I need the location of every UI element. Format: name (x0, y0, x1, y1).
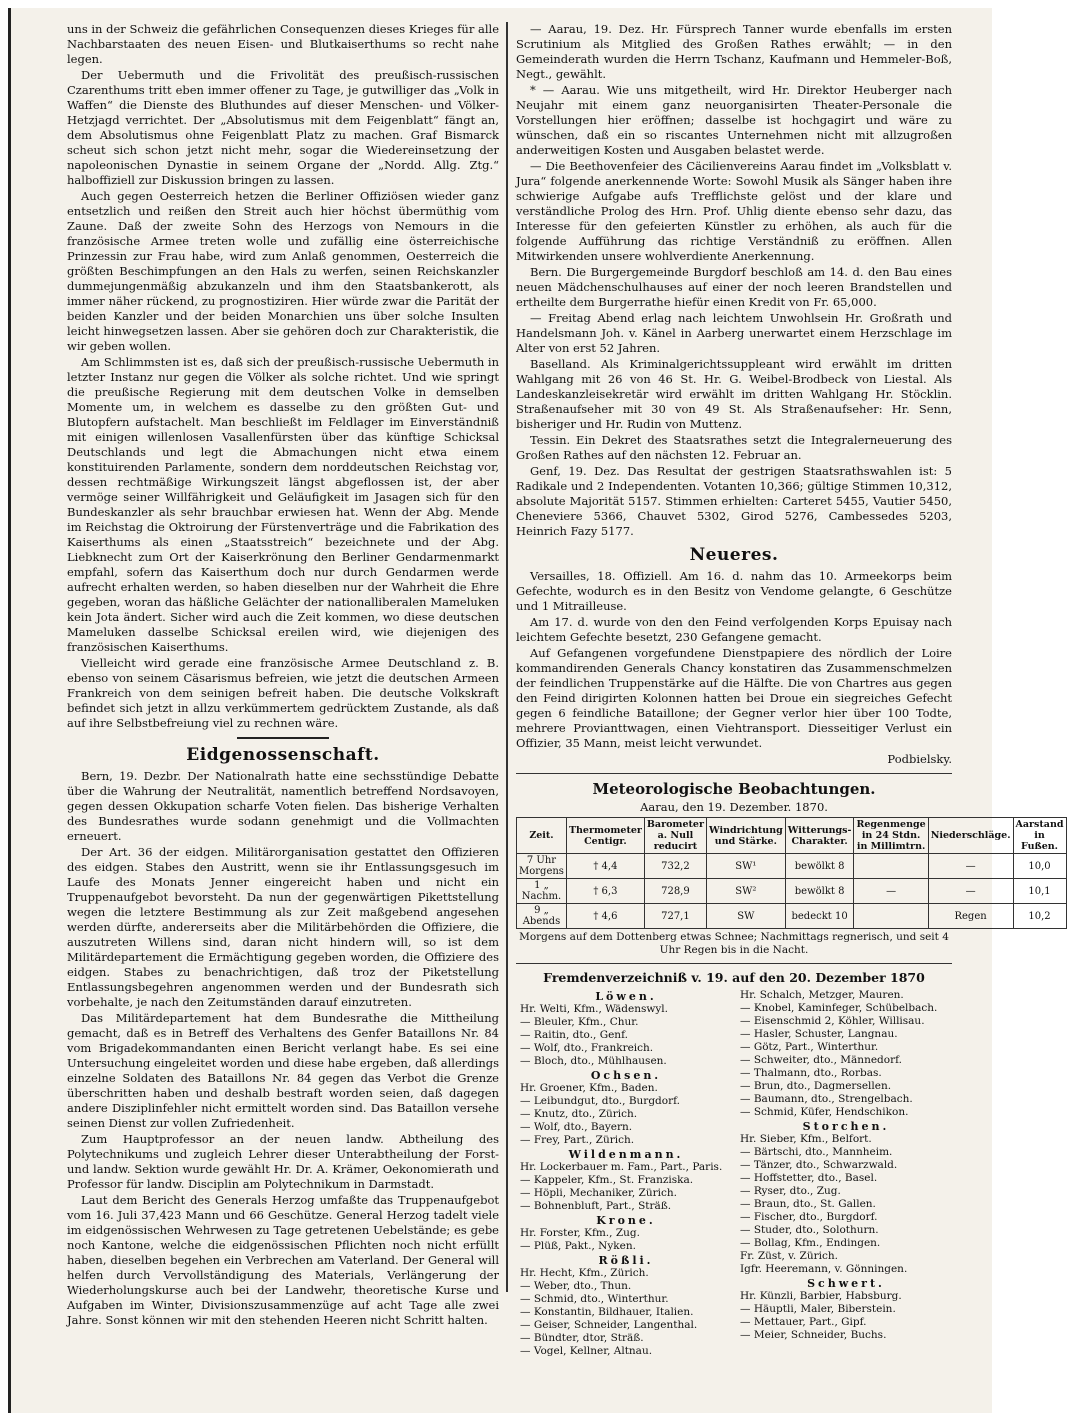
guest-entry: — Höpli, Mechaniker, Zürich. (520, 1187, 677, 1199)
article-paragraph: Tessin. Ein Dekret des Staatsrathes setzt die Integralerneuerung des Großen Rathes auf den nächsten 12. Februar an. (516, 433, 952, 462)
article-paragraph: Am Schlimmsten ist es, daß sich der preußisch-russische Uebermuth in letzter Instanz nur gegen die Völker als solche richtet. Und wie springt die preußische Regierung mit dem deutschen Volke in demselben Momente um, in welchem es dasselbe zu den größten Gut- und Blutopfern aufstachelt. Man beschließt im Feldlager im Einverständniß mit einigen willenlosen Vasallenfürsten über das künftige Schicksal Deutschlands und legt die Abmachungen nicht etwa einem konstituirenden Parlamente, sondern dem norddeutschen Reichstag vor, dessen rechtmäßige Wirkungszeit längst abgeflossen ist, der aber vermöge seiner Willfährigkeit und Geläufigkeit im Jasagen sich für den Bundeskanzler als sehr brauchbar erwiesen hat. Wenn der Abg. Mende im Reichstag die Oktroirung der Fürstenverträge und die Fabrikation des Kaiserthums als einen „Staatsstreich“ bezeichnete und der Abg. Liebknecht zum Ort der Kaiserkrönung den Berliner Gendarmenmarkt empfahl, sofern das Kaiserthum doch nur durch Gendarmen werde aufrecht erhalten werden, so haben dieselben nur der Wahrheit die Ehre gegeben, woran das häßliche Gelächter der nationalliberalen Mameluken kein Jota ändert. Sicher wird auch die Zeit kommen, wo diese deutschen Mameluken dasselbe Schicksal ereilen wird, wie diejenigen des französischen Kaiserthums. (67, 355, 499, 654)
fremden-column-right (740, 989, 952, 1342)
guest-entry: — Thalmann, dto., Rorbas. (740, 1067, 882, 1079)
table-cell: SW (706, 904, 785, 929)
divider-line (516, 963, 952, 964)
guest-entry: — Braun, dto., St. Gallen. (740, 1198, 876, 1210)
table-cell (854, 904, 928, 929)
guest-entry: Hr. Lockerbauer m. Fam., Part., Paris. (520, 1161, 723, 1173)
article-paragraph: Das Militärdepartement hat dem Bundesrathe die Mittheilung gemacht, daß es in Betreff des Verhaltens des Genfer Bataillons Nr. 84 vom Brigadekommandanten einen Bericht verlangt habe. Es sei eine Untersuchung eingeleitet worden und diese habe ergeben, daß allerdings einzelne Soldaten des Bataillons Nr. 84 gegen das Verbot die Grenze überschritten haben und deshalb bestraft worden seien, daß dagegen andere Disziplinfehler nicht ermittelt worden sind. Das Bataillon versehe seinen Dienst zur vollen Zufriedenheit. (67, 1011, 499, 1130)
guest-entry: Hr. Künzli, Barbier, Habsburg. (740, 1290, 902, 1302)
guest-entry: — Fischer, dto., Burgdorf. (740, 1211, 878, 1223)
table-cell: bewölkt 8 (785, 879, 854, 904)
table-cell: — (854, 879, 928, 904)
guest-entry: — Schweiter, dto., Männedorf. (740, 1054, 902, 1066)
table-cell: 1 „ Nachm. (517, 879, 567, 904)
article-paragraph: Baselland. Als Kriminalgerichtssuppleant wird erwählt im dritten Wahlgang mit 26 von 46 St. Hr. G. Weibel-Brodbeck von Liestal. Als Landeskanzleisekretär wird erwählt im dritten Wahlgang Hr. Stöcklin. Straßenaufseher mit 30 von 49 St. Als Straßenaufseher: Hr. Senn, bisheriger und Hr. Rudin von Muttenz. (516, 357, 952, 431)
guest-entry: — Hoffstetter, dto., Basel. (740, 1172, 878, 1184)
fremden-title: Fremdenverzeichniß v. 19. auf den 20. Dezember 1870 (543, 970, 925, 985)
article-paragraph: * — Aarau. Wie uns mitgetheilt, wird Hr. Direktor Heuberger nach Neujahr mit einem ganz neuorganisirten Theater-Personale die Vorstellungen hier eröffnen; dasselbe ist hochgagirt und wäre zu wünschen, daß ein so riscantes Unternehmen nicht mit allzugroßen anderweitigen Kosten und Ausgaben belastet werde. (516, 83, 952, 157)
column-header: Windrichtung und Stärke. (706, 818, 785, 854)
article-paragraph: Versailles, 18. Offiziell. Am 16. d. nahm das 10. Armeekorps beim Gefechte, wodurch es in den Besitz von Vendome gelangte, 6 Geschütze und 1 Mitrailleuse. (516, 569, 952, 613)
section-heading-neueres: Neueres. (689, 545, 779, 565)
article-paragraph: Auf Gefangenen vorgefundene Dienstpapiere des nördlich der Loire kommandirenden Generals Chancy konstatiren das Zusammenschmelzen der feindlichen Truppenstärke auf die Hälfte. Die von Chartres aus gegen den Feind dirigirten Kolonnen hatten bei Droue ein siegreiches Gefecht gegen 6 feindliche Bataillone; der Gegner verlor hier über 100 Todte, mehrere Provianttwagen, einen Viehtransport. Diesseitiger Verlust ein Offizier, 35 Mann, meist leicht verwundet. (516, 646, 952, 750)
guest-entry: — Geiser, Schneider, Langenthal. (520, 1319, 698, 1331)
guest-entry: — Bleuler, Kfm., Chur. (520, 1016, 639, 1028)
guest-entry: Hr. Groener, Kfm., Baden. (520, 1082, 658, 1094)
column-header: Thermometer Centigr. (566, 818, 644, 854)
table-cell: SW² (706, 879, 785, 904)
newspaper-page (8, 8, 1064, 1413)
hotel-name: Storchen. (802, 1120, 890, 1133)
section-divider (237, 737, 329, 739)
column-header: Barometer a. Null reducirt (644, 818, 706, 854)
table-cell: 10,1 (1013, 879, 1066, 904)
meteo-subtitle: Aarau, den 19. Dezember. 1870. (640, 800, 828, 814)
guest-entry: — Brun, dto., Dagmersellen. (740, 1080, 892, 1092)
guest-entry: — Meier, Schneider, Buchs. (740, 1329, 887, 1341)
guest-entry: — Schmid, Küfer, Hendschikon. (740, 1106, 909, 1118)
guest-entry: — Mettauer, Part., Gipf. (740, 1316, 867, 1328)
fremden-column-left (520, 989, 732, 1358)
table-cell: Regen (928, 904, 1013, 929)
table-cell: bedeckt 10 (785, 904, 854, 929)
guest-entry: Hr. Sieber, Kfm., Belfort. (740, 1133, 872, 1145)
column-header: Witterungs-Charakter. (785, 818, 854, 854)
article-paragraph: Laut dem Bericht des Generals Herzog umfaßte das Truppenaufgebot vom 16. Juli 37,423 Mann und 66 Geschütze. General Herzog tadelt viele im eidgenössischen Wehrwesen zu Tage getretenen Uebelstände; es gebe noch Kantone, welche die eidgenössischen Pflichten noch nicht erfüllt haben, dieselben begehen ein Verbrechen am Vaterland. Der General will helfen durch Vervollständigung des Materials, Verlängerung der Wiederholungskurse auch bei der Landwehr, theoretische Kurse und Aufgaben im Winter, Divisionszusammenzüge auf acht Tage alle zwei Jahre. Sonst können wir mit den stehenden Heeren nicht Schritt halten. (67, 1193, 499, 1327)
article-paragraph: Der Uebermuth und die Frivolität des preußisch-russischen Czarenthums tritt eben immer offener zu Tage, je gutwilliger das „Volk in Waffen“ die Dienste des Bluthundes auf dieser Menschen- und Völker-Hetzjagd verrichtet. Der „Absolutismus mit dem Feigenblatt“ fängt an, dem Absolutismus ohne Feigenblatt Platz zu machen. Graf Bismarck scheut sich schon jetzt nicht mehr, sogar die Wiedereinsetzung der napoleonischen Dynastie in seinem Organe der „Nordd. Allg. Ztg.“ halboffiziell zur Diskussion bringen zu lassen. (67, 68, 499, 187)
guest-entry: — Vogel, Kellner, Altnau. (520, 1345, 653, 1357)
guest-entry: — Bohnenbluft, Part., Sträß. (520, 1200, 672, 1212)
article-paragraph: Der Art. 36 der eidgen. Militärorganisation gestattet den Offizieren des eidgen. Stabes den Austritt, wenn sie ihr Entlassungsgesuch im Laufe des Monats Jenner eingereicht haben und nicht ein Truppenaufgebot bevorsteht. Da nun der gegenwärtigen Pikettstellung wegen die letztere Bestimmung als zur Zeit maßgebend angesehen werden dürfte, andererseits aber die Militärbehörden die Offiziere, die auszutreten Willens sind, daran nicht hindern will, so ist dem Militärdepartement die Ermächtigung gegeben worden, die Offiziere des eidgen. Stabes zu benachrichtigen, daß troz der Piketstellung Entlassungsbegehren angenommen werden und der Bundesrath sich vorbehalte, je nach den Zeitumständen darauf einzutreten. (67, 845, 499, 1009)
guest-entry: — Raitin, dto., Genf. (520, 1029, 628, 1041)
guest-entry: — Bärtschi, dto., Mannheim. (740, 1146, 893, 1158)
column-header: Regenmenge in 24 Stdn. in Millimtrn. (854, 818, 928, 854)
table-cell: 7 Uhr Morgens (517, 854, 567, 879)
guest-entry: — Schmid, dto., Winterthur. (520, 1293, 669, 1305)
table-cell: † 4,6 (566, 904, 644, 929)
meteo-note: Morgens auf dem Dottenberg etwas Schnee; Nachmittags regnerisch, und seit 4 Uhr Regen bis in die Nacht. (519, 931, 949, 956)
guest-entry: — Frey, Part., Zürich. (520, 1134, 635, 1146)
guest-entry: — Häuptli, Maler, Biberstein. (740, 1303, 896, 1315)
table-cell: bewölkt 8 (785, 854, 854, 879)
guest-entry: — Konstantin, Bildhauer, Italien. (520, 1306, 694, 1318)
hotel-name: Wildenmann. (568, 1148, 684, 1161)
table-row (517, 904, 1067, 929)
table-cell: 10,2 (1013, 904, 1066, 929)
guest-entry: — Leibundgut, dto., Burgdorf. (520, 1095, 680, 1107)
guest-entry: — Bündter, dtor, Sträß. (520, 1332, 644, 1344)
article-paragraph: Auch gegen Oesterreich hetzen die Berliner Offiziösen wieder ganz entsetzlich und reißen den Streit auch hier höchst übermüthig vom Zaune. Daß der zweite Sohn des Herzogs von Nemours in die französische Armee treten wolle und zufällig eine österreichische Prinzessin zur Frau habe, wird zum Anlaß genommen, Oesterreich die größten Beschimpfungen an den Hals zu werfen, seinen Reichskanzler dummejungenmäßig abzukanzeln und ihm den Staatsbankerott, als immer näher rückend, zu prognostiziren. Hier würde zwar die Parität der beiden Kanzler und der beiden Monarchien uns über solche Insulten leicht hinwegsetzen lassen. Aber sie gehören doch zur Charakteristik, die wir geben wollen. (67, 189, 499, 353)
signature: Podbielsky. (887, 752, 952, 766)
guest-entry: Hr. Welti, Kfm., Wädenswyl. (520, 1003, 668, 1015)
article-paragraph: Bern. Die Burgergemeinde Burgdorf beschloß am 14. d. den Bau eines neuen Mädchenschulhauses auf einer der noch leeren Brandstellen und ertheilte dem Burgerrathe hiefür einen Kredit von Fr. 65,000. (516, 265, 952, 309)
guest-entry: — Weber, dto., Thun. (520, 1280, 632, 1292)
article-paragraph: — Freitag Abend erlag nach leichtem Unwohlsein Hr. Großrath und Handelsmann Joh. v. Känel in Aarberg unerwartet einem Herzschlage im Alter von erst 52 Jahren. (516, 311, 952, 355)
guest-entry: — Knobel, Kaminfeger, Schübelbach. (740, 1002, 938, 1014)
hotel-name: Schwert. (807, 1277, 885, 1290)
article-paragraph: — Die Beethovenfeier des Cäcilienvereins Aarau findet im „Volksblatt v. Jura“ folgende anerkennende Worte: Sowohl Musik als Sänger haben ihre schwierige Aufgabe aufs Trefflichste gelöst und der klare und verständliche Prolog des Hrn. Prof. Uhlig diente ebenso sehr dazu, das Interesse für den gefeierten Künstler zu erhöhen, als auch für die folgende Aufführung das richtige Verständniß zu eröffnen. Allen Mitwirkenden unsere wohlverdiente Anerkennung. (516, 159, 952, 263)
article-paragraph: Vielleicht wird gerade eine französische Armee Deutschland z. B. ebenso von seinem Cäsarismus befreien, wie jetzt die deutschen Armeen Frankreich von dem seinigen befreit haben. Die deutsche Volkskraft befindet sich jetzt in allzu verkümmertem gedrücktem Zustande, als daß auf ihre Selbstbefreiung viel zu rechnen wäre. (67, 656, 499, 730)
hotel-name: Ochsen. (590, 1069, 662, 1082)
column-divider (506, 22, 508, 1292)
guest-entry: — Plüß, Pakt., Nyken. (520, 1240, 636, 1252)
guest-entry: — Hasler, Schuster, Langnau. (740, 1028, 898, 1040)
table-cell: 10,0 (1013, 854, 1066, 879)
left-column (67, 22, 499, 1329)
right-column (516, 22, 1064, 1357)
article-paragraph: Bern, 19. Dezbr. Der Nationalrath hatte eine sechsstündige Debatte über die Wahrung der Neutralität, namentlich betreffend Nordsavoyen, gegen dessen Okkupation scharfe Voten fielen. Das bisherige Verhalten des Bundesrathes wurde sodann genehmigt und die Vollmachten erneuert. (67, 769, 499, 843)
guest-entry: — Götz, Part., Winterthur. (740, 1041, 879, 1053)
table-cell: 727,1 (644, 904, 706, 929)
table-cell: † 6,3 (566, 879, 644, 904)
table-cell: 732,2 (644, 854, 706, 879)
guest-entry: — Baumann, dto., Strengelbach. (740, 1093, 913, 1105)
article-paragraph: — Aarau, 19. Dez. Hr. Fürsprech Tanner wurde ebenfalls im ersten Scrutinium als Mitglied des Großen Rathes erwählt; — in den Gemeinderath wurden die Herrn Tschanz, Kaufmann und Hemmeler-Boß, Negt., gewählt. (516, 22, 952, 81)
guest-entry: — Studer, dto., Solothurn. (740, 1224, 879, 1236)
article-paragraph: uns in der Schweiz die gefährlichen Consequenzen dieses Krieges für alle Nachbarstaaten des neuen Eisen- und Blutkaiserthums so recht nahe legen. (67, 22, 499, 66)
hotel-name: Krone. (596, 1214, 656, 1227)
article-paragraph: Zum Hauptprofessor an der neuen landw. Abtheilung des Polytechnikums und zugleich Lehrer dieser Unterabtheilung der Forst- und landw. Sektion wurde gewählt Hr. Dr. A. Krämer, Oekonomierath und Professor für landw. Disciplin am Polytechnikum in Darmstadt. (67, 1132, 499, 1191)
guest-entry: — Bloch, dto., Mühlhausen. (520, 1055, 667, 1067)
table-header-row (517, 818, 1067, 854)
guest-entry: Hr. Schalch, Metzger, Mauren. (740, 989, 904, 1001)
article-paragraph: Genf, 19. Dez. Das Resultat der gestrigen Staatsrathswahlen ist: 5 Radikale und 2 Independenten. Votanten 10,366; gültige Stimmen 10,312, absolute Majorität 5157. Stimmen erhielten: Carteret 5455, Vautier 5450, Cheneviere 5366, Chauvet 5302, Girod 5276, Cambessedes 5203, Heinrich Fazy 5177. (516, 464, 952, 538)
table-row (517, 879, 1067, 904)
guest-entry: Hr. Forster, Kfm., Zug. (520, 1227, 640, 1239)
table-cell: — (928, 854, 1013, 879)
table-cell: — (928, 879, 1013, 904)
hotel-name: Löwen. (595, 990, 657, 1003)
guest-entry: — Ryser, dto., Zug. (740, 1185, 841, 1197)
guest-entry: — Tänzer, dto., Schwarzwald. (740, 1159, 898, 1171)
guest-entry: — Kappeler, Kfm., St. Franziska. (520, 1174, 694, 1186)
table-cell: 9 „ Abends (517, 904, 567, 929)
guest-entry: Fr. Züst, v. Zürich. (740, 1250, 838, 1262)
meteo-table (516, 817, 1067, 929)
column-header: Aarstand in Fußen. (1013, 818, 1066, 854)
table-cell (854, 854, 928, 879)
hotel-name: Rößli. (598, 1254, 654, 1267)
divider-line (516, 773, 952, 774)
guest-entry: — Eisenschmid 2, Köhler, Willisau. (740, 1015, 925, 1027)
article-paragraph: Am 17. d. wurde von den den Feind verfolgenden Korps Epuisay nach leichtem Gefechte besetzt, 230 Gefangene gemacht. (516, 615, 952, 644)
column-header: Niederschläge. (928, 818, 1013, 854)
meteo-title: Meteorologische Beobachtungen. (592, 780, 876, 798)
guest-entry: Hr. Hecht, Kfm., Zürich. (520, 1267, 649, 1279)
guest-entry: — Wolf, dto., Bayern. (520, 1121, 633, 1133)
table-row (517, 854, 1067, 879)
column-header: Zeit. (517, 818, 567, 854)
table-cell: 728,9 (644, 879, 706, 904)
section-heading-eidgenossenschaft: Eidgenossenschaft. (186, 745, 380, 765)
guest-entry: Igfr. Heeremann, v. Gönningen. (740, 1263, 908, 1275)
guest-entry: — Wolf, dto., Frankreich. (520, 1042, 654, 1054)
table-cell: † 4,4 (566, 854, 644, 879)
table-cell: SW¹ (706, 854, 785, 879)
guest-entry: — Knutz, dto., Zürich. (520, 1108, 638, 1120)
guest-entry: — Bollag, Kfm., Endingen. (740, 1237, 881, 1249)
